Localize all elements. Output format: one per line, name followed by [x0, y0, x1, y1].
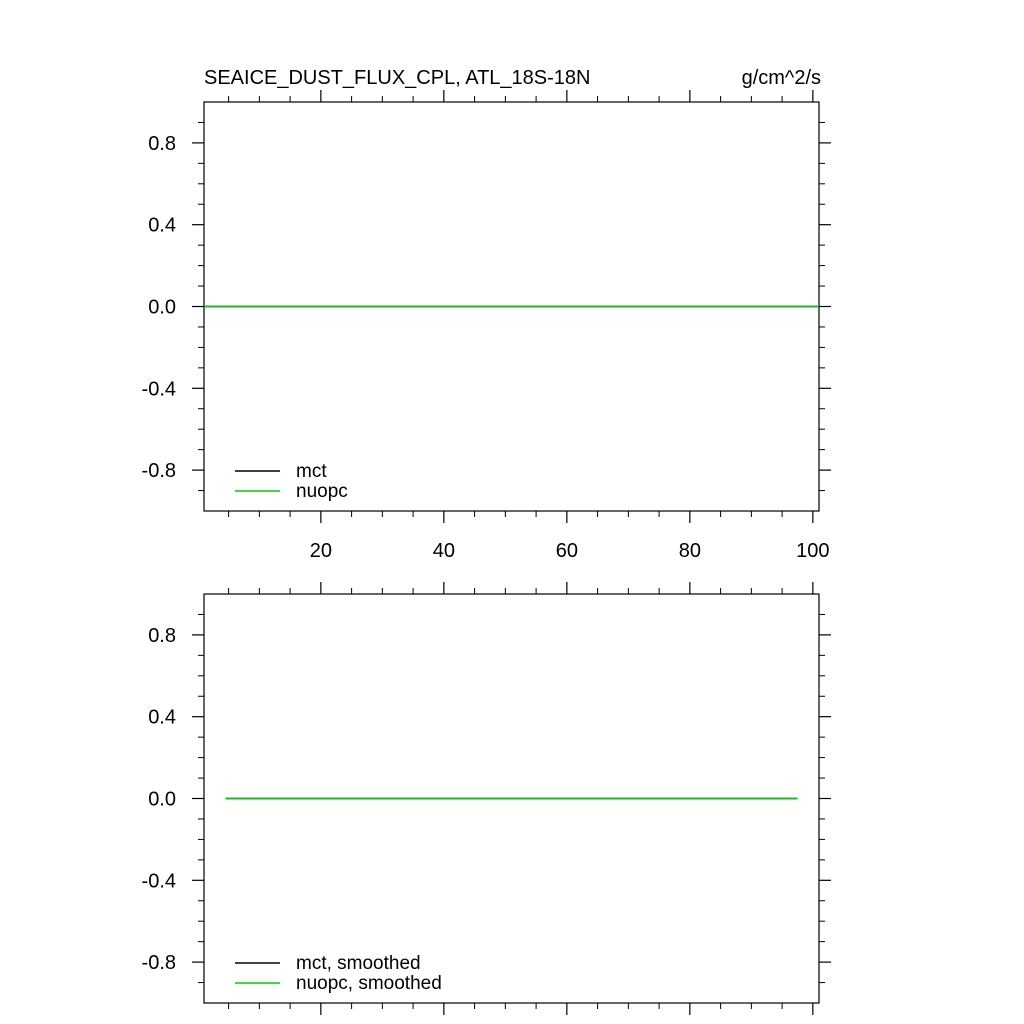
legend-label: mct, smoothed [296, 953, 421, 974]
y-tick-label: -0.8 [141, 952, 176, 975]
x-tick-label: 60 [555, 540, 578, 562]
y-tick-label: 0.4 [148, 706, 176, 729]
y-tick-label: 0.0 [148, 788, 176, 811]
y-tick-label: 0.4 [148, 214, 176, 237]
legend-label: mct [296, 461, 327, 482]
x-tick-label: 20 [309, 540, 332, 562]
legend-label: nuopc, smoothed [296, 973, 442, 994]
y-tick-label: -0.4 [141, 378, 176, 401]
y-tick-label: -0.4 [141, 870, 176, 893]
y-tick-label: 0.0 [148, 296, 176, 319]
chart-title: SEAICE_DUST_FLUX_CPL, ATL_18S-18N [204, 67, 591, 89]
x-tick-label: 100 [796, 540, 830, 562]
x-tick-label: 80 [678, 540, 701, 562]
legend-label: nuopc [296, 481, 348, 502]
bottom-panel [142, 582, 831, 1015]
top-panel [142, 90, 831, 562]
y-tick-label: 0.8 [148, 132, 176, 155]
y-tick-label: 0.8 [148, 624, 176, 647]
chart-units: g/cm^2/s [741, 67, 821, 89]
x-tick-label: 40 [432, 540, 455, 562]
y-tick-label: -0.8 [141, 460, 176, 483]
